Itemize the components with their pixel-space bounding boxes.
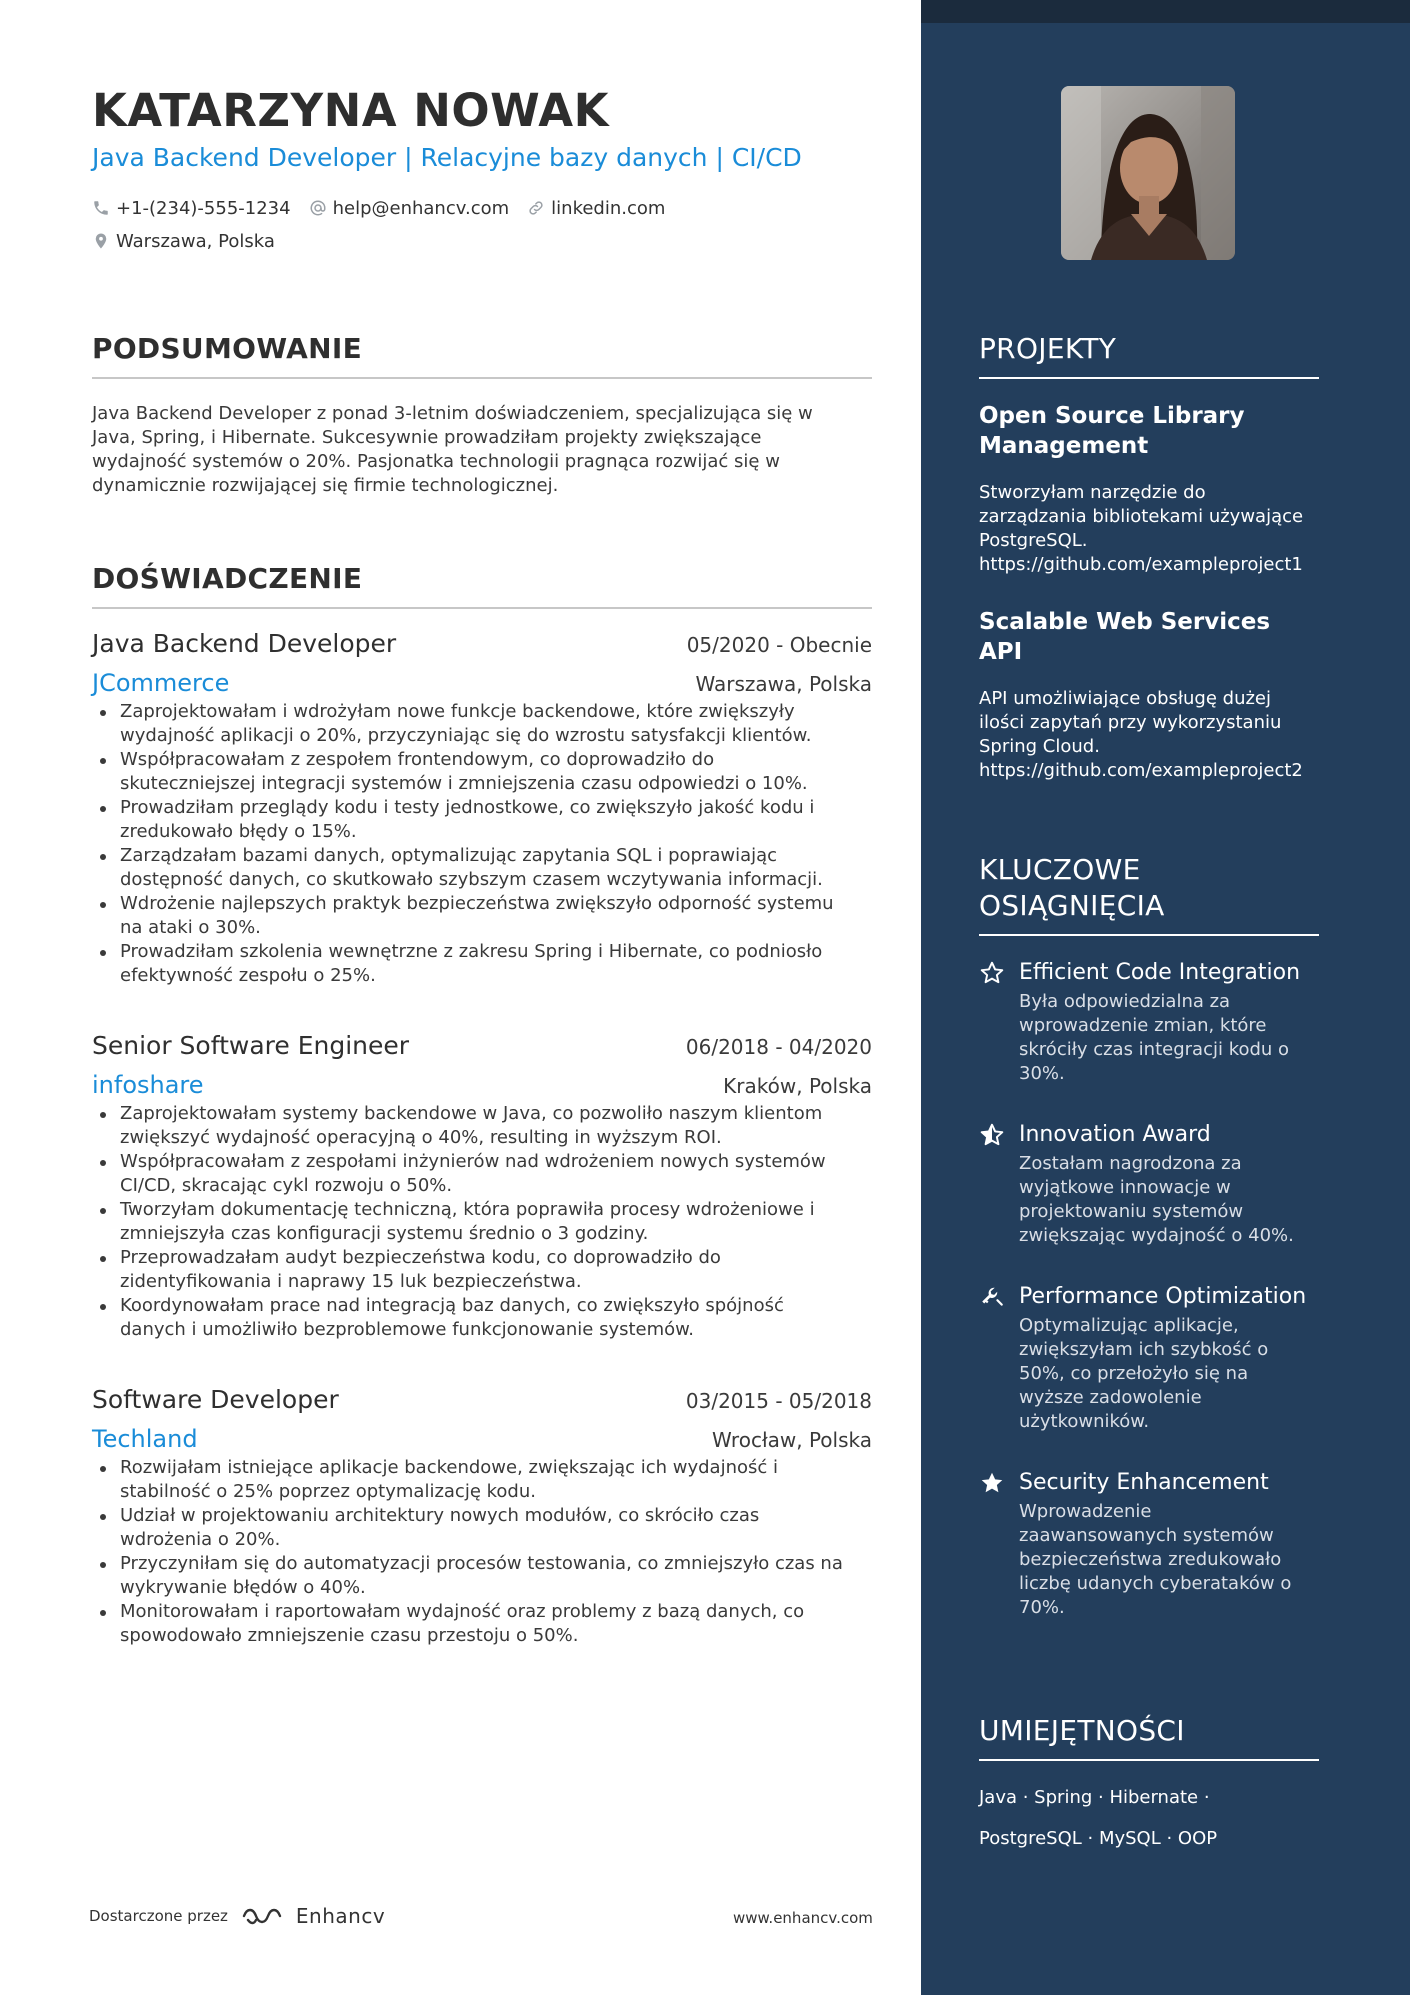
contact-info [92, 196, 872, 262]
summary-line: Java, Spring, i Hibernate. Sukcesywnie prowadziłam projekty zwiększające [92, 427, 762, 448]
achievements-heading: KLUCZOWE OSIĄGNIĘCIA [979, 852, 1319, 936]
job-bullet: Prowadziłam szkolenia wewnętrzne z zakresu Spring i Hibernate, co podniosło efektywność zespołu o 25%. [92, 940, 872, 988]
project-link[interactable]: https://github.com/exampleproject1 [979, 554, 1303, 575]
profile-photo [1061, 86, 1235, 260]
sidebar-top-bar [921, 0, 1410, 23]
phone-icon [92, 199, 110, 217]
job-bullet: Zaprojektowałam systemy backendowe w Java, co pozwoliło naszym klientom zwiększyć wydajność operacyjną o 40%, resulting in wyższym ROI. [92, 1102, 872, 1150]
job-bullet: Przeprowadzałam audyt bezpieczeństwa kodu, co doprowadziło do zidentyfikowania i naprawy 15 luk bezpieczeństwa. [92, 1246, 872, 1294]
project-item [979, 607, 1319, 783]
experience-heading: DOŚWIADCZENIE [92, 561, 872, 609]
achievement-item [979, 958, 1319, 1086]
project-description: API umożliwiające obsługę dużej ilości zapytań przy wykorzystaniu Spring Cloud. https://github.com/exampleproject2 [979, 687, 1319, 783]
job-entry [92, 628, 872, 988]
job-title: Software Developer [92, 1385, 339, 1414]
achievement-description: Optymalizując aplikacje, zwiększyłam ich szybkość o 50%, co przełożyło się na wyższe zadowolenie użytkowników. [1019, 1315, 1269, 1432]
skills-heading: UMIEJĘTNOŚCI [979, 1713, 1319, 1761]
linkedin-url: linkedin.com [551, 197, 666, 219]
achievement-title: Performance Optimization [1019, 1284, 1307, 1309]
achievement-title: Innovation Award [1019, 1122, 1211, 1147]
headline: Java Backend Developer | Relacyjne bazy danych | CI/CD [92, 143, 802, 172]
skills-line: Java · Spring · Hibernate · [979, 1787, 1210, 1808]
summary-text [92, 402, 872, 498]
job-bullet: Wdrożenie najlepszych praktyk bezpieczeństwa zwiększyło odporność systemu na ataki o 30%. [92, 892, 872, 940]
summary-heading: PODSUMOWANIE [92, 331, 872, 379]
phone-contact[interactable] [92, 198, 291, 219]
job-bullet: Współpracowałam z zespołami inżynierów nad wdrożeniem nowych systemów CI/CD, skracając cykl rozwoju o 50%. [92, 1150, 872, 1198]
footer-credit [89, 1904, 385, 1928]
job-date: 06/2018 - 04/2020 [685, 1035, 872, 1059]
job-entry [92, 1384, 872, 1648]
email-address: help@enhancv.com [332, 197, 510, 219]
project-item [979, 401, 1319, 577]
project-title: Scalable Web Services API [979, 609, 1271, 665]
star-half-icon [979, 1122, 1005, 1148]
achievement-item [979, 1120, 1319, 1248]
link-icon [527, 199, 545, 217]
achievement-description: Była odpowiedzialna za wprowadzenie zmian, które skróciły czas integracji kodu o 30%. [1019, 991, 1290, 1084]
job-bullet: Udział w projektowaniu architektury nowych modułów, co skróciło czas wdrożenia o 20%. [92, 1504, 872, 1552]
summary-line: dynamicznie rozwijającej się firmie technologicznej. [92, 475, 559, 496]
job-location: Wrocław, Polska [712, 1428, 872, 1452]
job-bullets [92, 700, 872, 988]
skills-line: PostgreSQL · MySQL · OOP [979, 1828, 1218, 1849]
job-bullets [92, 1102, 872, 1342]
job-date: 05/2020 - Obecnie [686, 633, 872, 657]
achievement-title: Efficient Code Integration [1019, 960, 1301, 985]
wrench-icon [979, 1284, 1005, 1310]
job-bullet: Prowadziłam przeglądy kodu i testy jednostkowe, co zwiększyło jakość kodu i zredukowało błędy o 15%. [92, 796, 872, 844]
linkedin-contact[interactable] [527, 198, 665, 219]
project-description: Stworzyłam narzędzie do zarządzania bibliotekami używające PostgreSQL. https://github.com/exampleproject1 [979, 481, 1319, 577]
star-outline-icon [979, 960, 1005, 986]
location-text: Warszawa, Polska [116, 230, 275, 252]
job-bullet: Monitorowałam i raportowałam wydajność oraz problemy z bazą danych, co spowodowało zmniejszenie czasu przestoju o 50%. [92, 1600, 872, 1648]
achievement-item [979, 1468, 1319, 1620]
achievement-description: Wprowadzenie zaawansowanych systemów bezpieczeństwa zredukowało liczbę udanych cyberataków o 70%. [1019, 1501, 1292, 1618]
job-bullets [92, 1456, 872, 1648]
at-icon [309, 199, 327, 217]
footer-brand: Enhancv [295, 1904, 386, 1928]
star-filled-icon [979, 1470, 1005, 1496]
job-bullet: Tworzyłam dokumentację techniczną, która poprawiła procesy wdrożeniowe i zmniejszyła czas konfiguracji systemu średnio o 3 godziny. [92, 1198, 872, 1246]
footer-provided-by: Dostarczone przez [89, 1907, 228, 1925]
enhancv-logo-icon [240, 1904, 288, 1928]
summary-line: Java Backend Developer z ponad 3-letnim doświadczeniem, specjalizująca się w [92, 403, 813, 424]
summary-line: wydajność systemów o 20%. Pasjonatka technologii pragnąca rozwijać się w [92, 451, 780, 472]
project-title: Open Source Library Management [979, 403, 1245, 459]
job-bullet: Zaprojektowałam i wdrożyłam nowe funkcje backendowe, które zwiększyły wydajność aplikacji o 20%, przyczyniając się do wzrostu satysfakcji klientów. [92, 700, 872, 748]
job-location: Warszawa, Polska [695, 672, 872, 696]
job-bullet: Rozwijałam istniejące aplikacje backendowe, zwiększając ich wydajność i stabilność o 25% poprzez optymalizację kodu. [92, 1456, 872, 1504]
phone-number: +1-(234)-555-1234 [116, 197, 291, 219]
job-bullet: Współpracowałam z zespołem frontendowym, co doprowadziło do skuteczniejszej integracji systemów i zmniejszenia czasu odpowiedzi o 10%. [92, 748, 872, 796]
skills-list [979, 1777, 1319, 1859]
job-date: 03/2015 - 05/2018 [685, 1389, 872, 1413]
email-contact[interactable] [309, 198, 510, 219]
job-company: JCommerce [92, 669, 230, 697]
location-contact [92, 231, 275, 252]
achievement-description: Zostałam nagrodzona za wyjątkowe innowacje w projektowaniu systemów zwiększając wydajność o 40%. [1019, 1153, 1294, 1246]
projects-section [979, 331, 1319, 783]
location-pin-icon [92, 232, 110, 250]
candidate-name: KATARZYNA NOWAK [92, 84, 609, 137]
job-bullet: Przyczyniłam się do automatyzacji procesów testowania, co zmniejszyło czas na wykrywanie błędów o 40%. [92, 1552, 872, 1600]
achievement-item [979, 1282, 1319, 1434]
skills-section [979, 1713, 1319, 1859]
job-title: Java Backend Developer [92, 629, 397, 658]
job-bullet: Koordynowałam prace nad integracją baz danych, co zwiększyło spójność danych i umożliwiło bezproblemowe funkcjonowanie systemów. [92, 1294, 872, 1342]
job-company: infoshare [92, 1071, 204, 1099]
achievements-section [979, 852, 1319, 1620]
job-title: Senior Software Engineer [92, 1031, 410, 1060]
job-company: Techland [92, 1425, 198, 1453]
job-bullet: Zarządzałam bazami danych, optymalizując zapytania SQL i poprawiając dostępność danych, co skutkowało szybszym czasem wczytywania informacji. [92, 844, 872, 892]
projects-heading: PROJEKTY [979, 331, 1319, 379]
job-location: Kraków, Polska [723, 1074, 872, 1098]
sidebar [921, 0, 1410, 1995]
footer-url[interactable]: www.enhancv.com [733, 1909, 873, 1927]
job-entry [92, 1030, 872, 1342]
achievement-title: Security Enhancement [1019, 1470, 1269, 1495]
project-link[interactable]: https://github.com/exampleproject2 [979, 760, 1303, 781]
